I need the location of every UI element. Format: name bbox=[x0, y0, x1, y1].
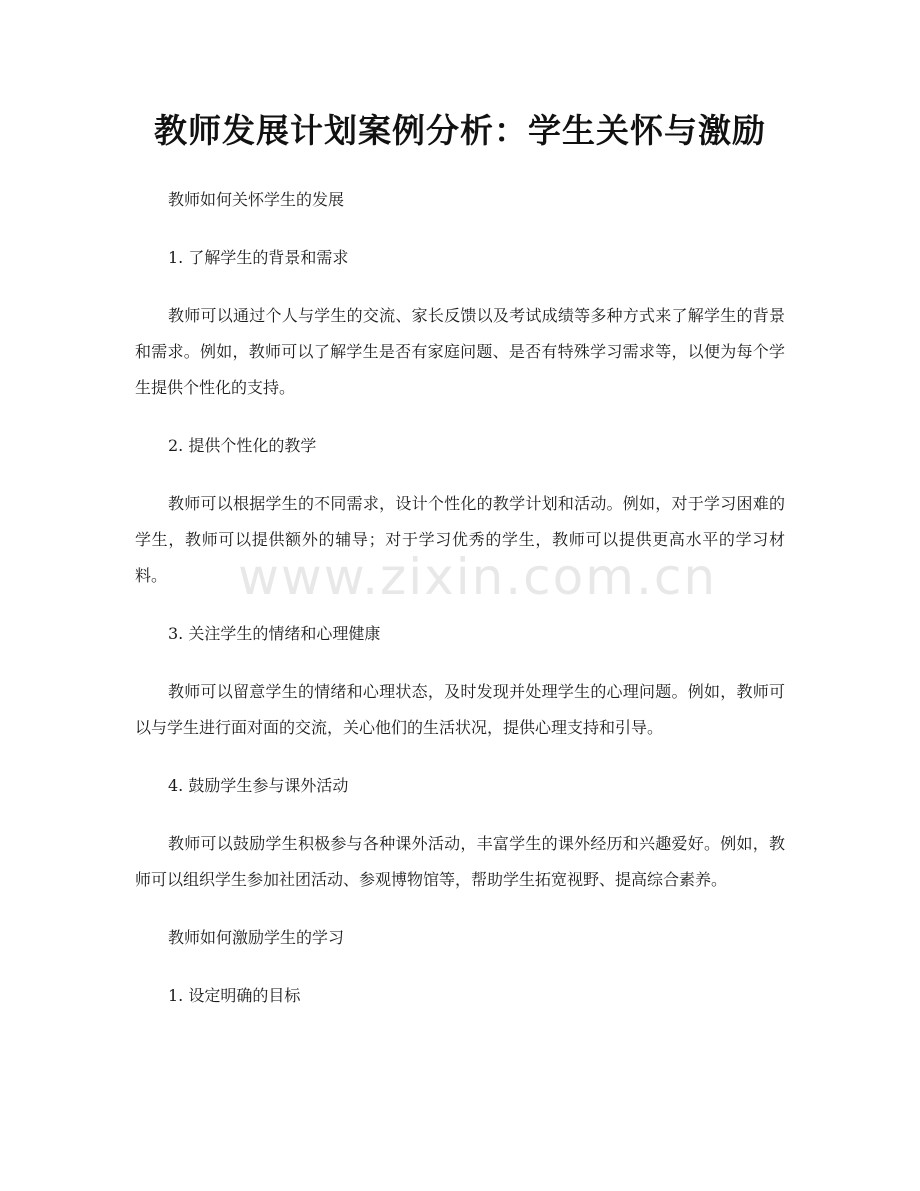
paragraph-mental-health: 教师可以留意学生的情绪和心理状态，及时发现并处理学生的心理问题。例如，教师可以与学生进行面对面的交流，关心他们的生活状况，提供心理支持和引导。 bbox=[135, 682, 785, 737]
section-heading-motivation: 教师如何激励学生的学习 bbox=[168, 928, 345, 947]
subheading-set-goals: 1. 设定明确的目标 bbox=[168, 986, 301, 1005]
paragraph-personalized-teaching: 教师可以根据学生的不同需求，设计个性化的教学计划和活动。例如，对于学习困难的学生，教师可以提供额外的辅导；对于学习优秀的学生，教师可以提供更高水平的学习材料。 bbox=[135, 494, 785, 585]
subheading-mental-health: 3. 关注学生的情绪和心理健康 bbox=[168, 624, 381, 643]
subheading-extracurricular: 4. 鼓励学生参与课外活动 bbox=[168, 776, 349, 795]
section-heading-care: 教师如何关怀学生的发展 bbox=[168, 190, 345, 209]
watermark: www.zixin.com.cn bbox=[238, 548, 718, 606]
document-body bbox=[135, 182, 785, 1014]
paragraph-understand-background: 教师可以通过个人与学生的交流、家长反馈以及考试成绩等多种方式来了解学生的背景和需求。例如，教师可以了解学生是否有家庭问题、是否有特殊学习需求等，以便为每个学生提供个性化的支持。 bbox=[135, 306, 785, 397]
subheading-personalized-teaching: 2. 提供个性化的教学 bbox=[168, 436, 317, 455]
page-title: 教师发展计划案例分析：学生关怀与激励 bbox=[154, 111, 766, 150]
paragraph-extracurricular: 教师可以鼓励学生积极参与各种课外活动，丰富学生的课外经历和兴趣爱好。例如，教师可以组织学生参加社团活动、参观博物馆等，帮助学生拓宽视野、提高综合素养。 bbox=[135, 834, 785, 889]
subheading-understand-background: 1. 了解学生的背景和需求 bbox=[168, 248, 349, 267]
